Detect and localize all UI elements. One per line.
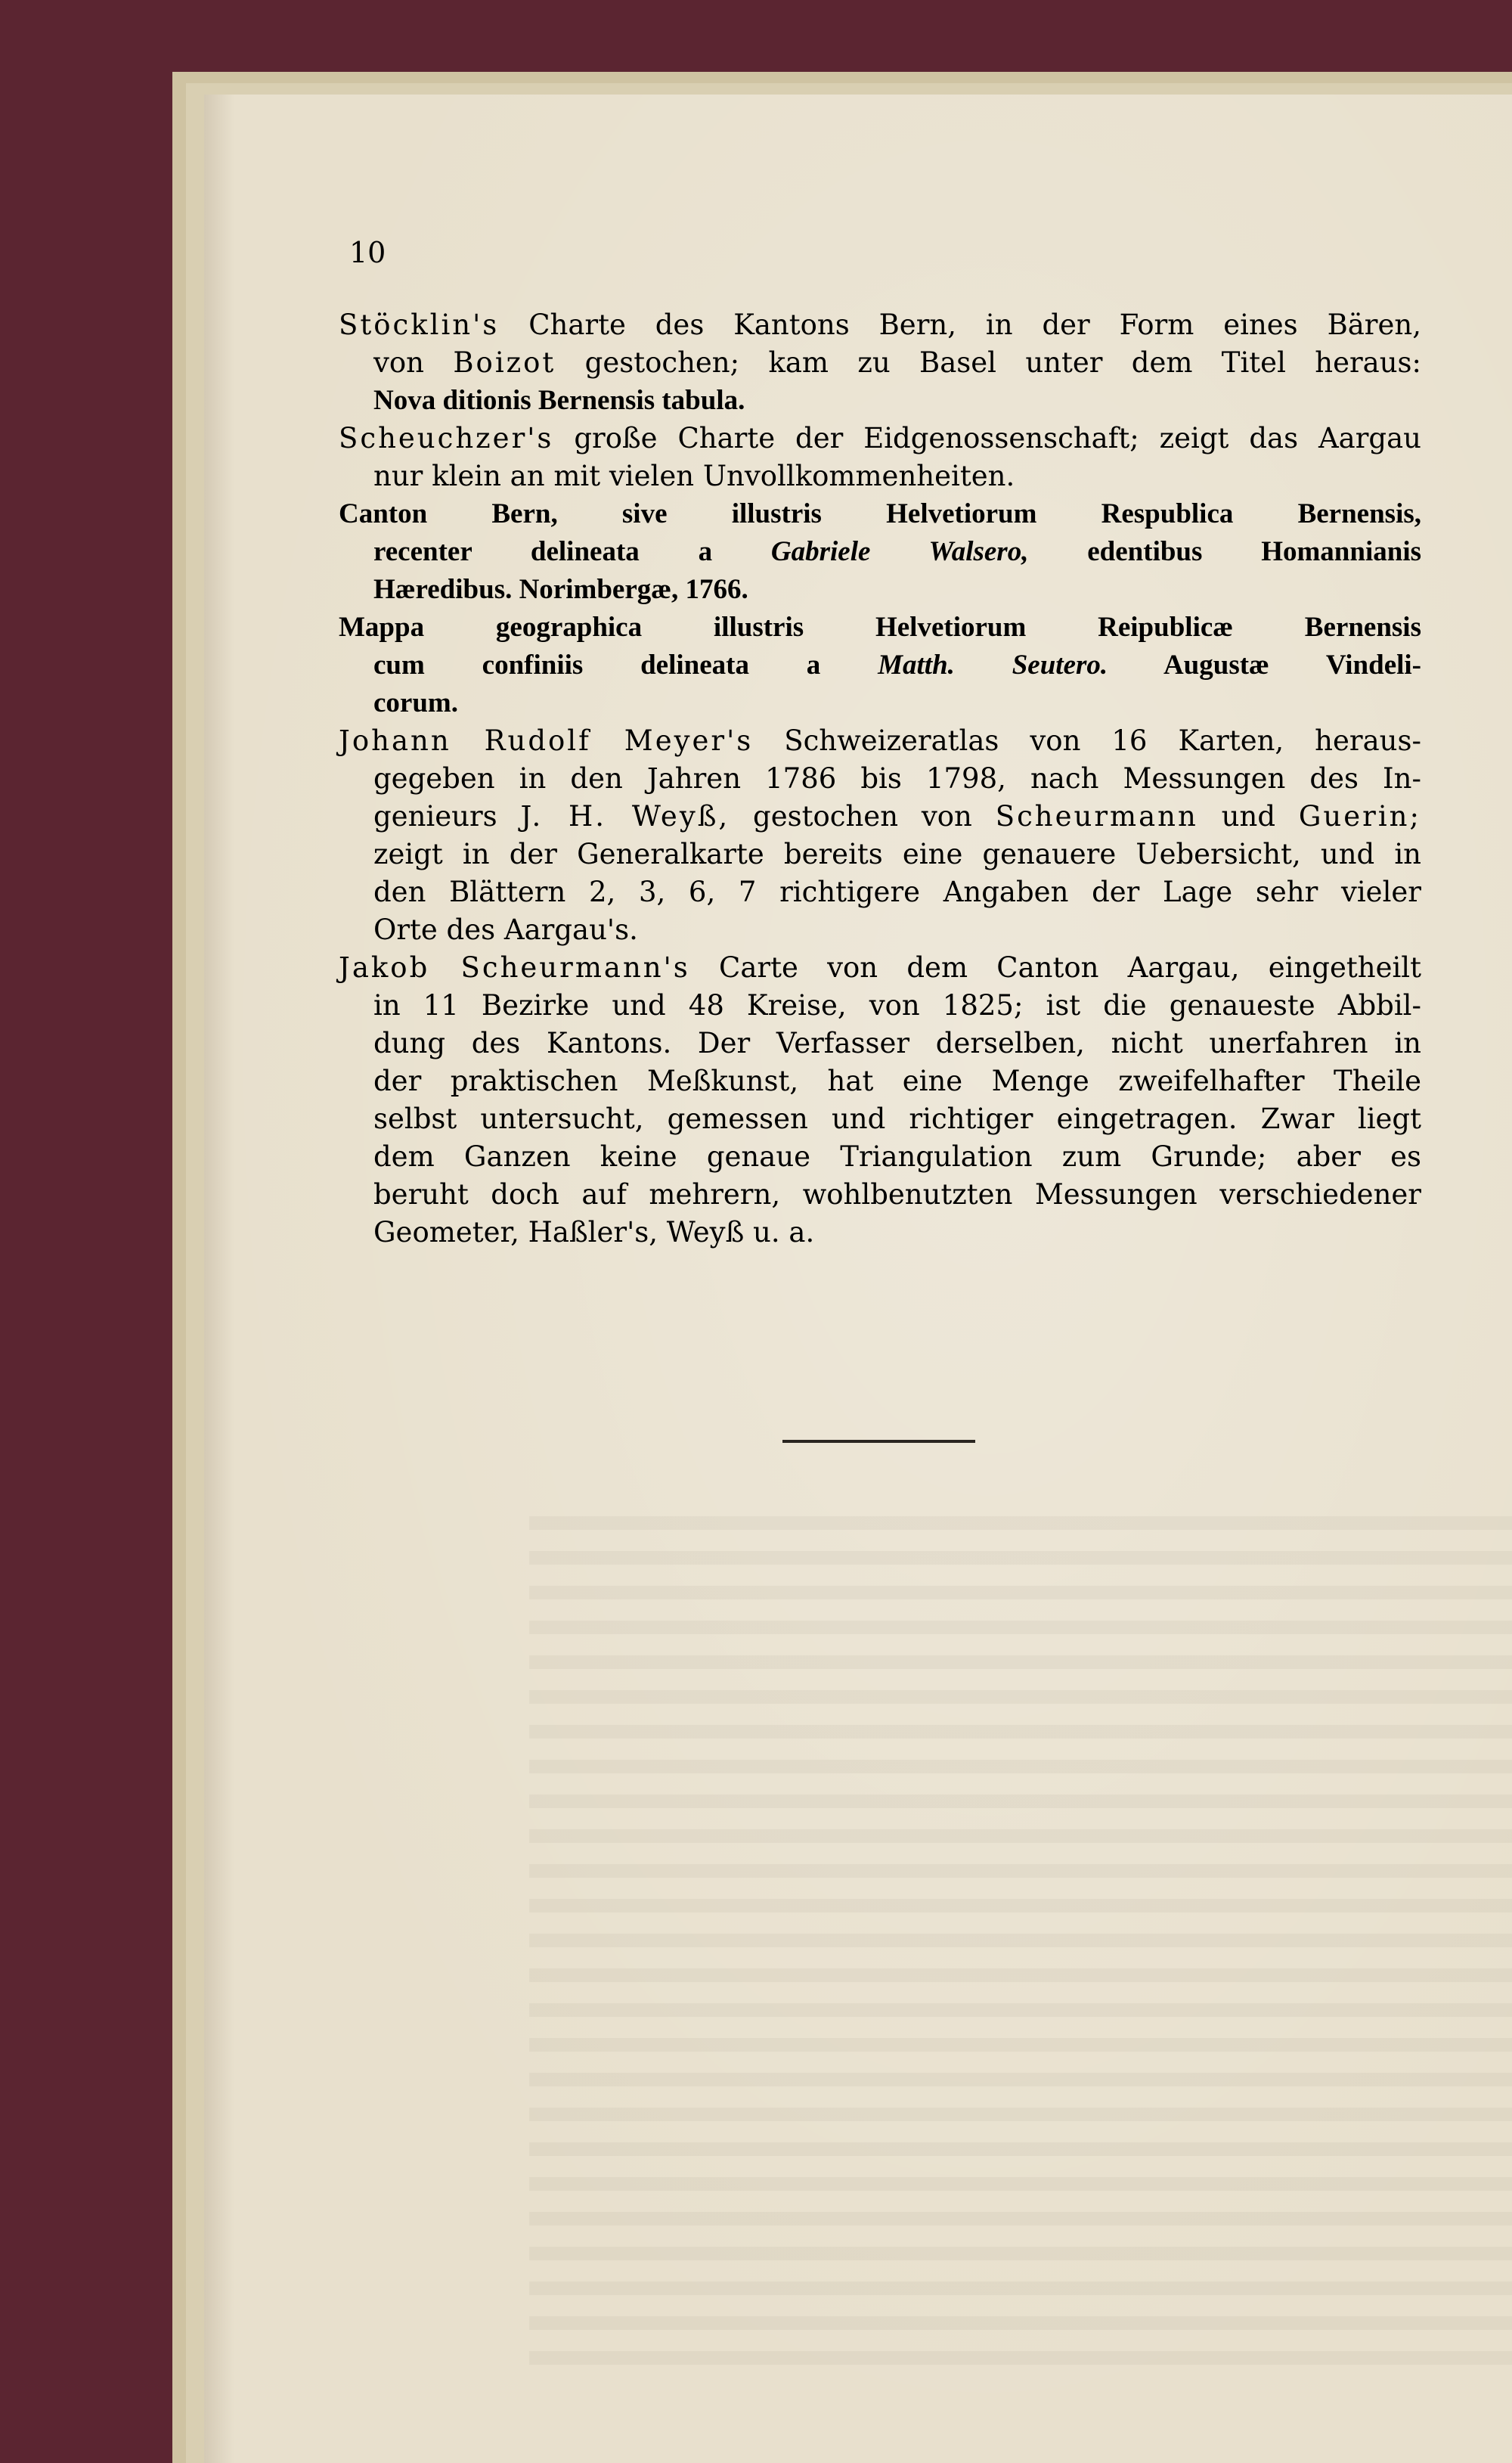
page-body xyxy=(339,306,1421,1252)
latin-title: Hæredibus. Norimbergæ, 1766. xyxy=(373,574,748,605)
text-line: Jakob Scheurmann's Carte von dem Canton Aargau, eingetheilt xyxy=(339,951,1421,984)
text-line: selbst untersucht, gemessen und richtiger eingetragen. Zwar liegt xyxy=(373,1103,1421,1135)
text-line: dem Ganzen keine genaue Triangulation zum Grunde; aber es xyxy=(373,1140,1421,1173)
latin-title: recenter delineata a Gabriele Walsero, edentibus Homannianis xyxy=(373,536,1421,567)
text-line: gegeben in den Jahren 1786 bis 1798, nach Messungen des In- xyxy=(373,762,1421,795)
text-line: Orte des Aargau's. xyxy=(373,914,638,946)
text-line: nur klein an mit vielen Unvollkommenheiten. xyxy=(373,460,1015,492)
text-line: beruht doch auf mehrern, wohlbenutzten Messungen verschiedener xyxy=(373,1178,1421,1211)
text-line: genieurs J. H. Weyß, gestochen von Scheurmann und Guerin; xyxy=(373,800,1421,833)
bibliography-entry xyxy=(339,306,1421,420)
bibliography-entry xyxy=(339,722,1421,949)
text-line: Geometer, Haßler's, Weyß u. a. xyxy=(373,1216,815,1249)
text-line: der praktischen Meßkunst, hat eine Menge zweifelhafter Theile xyxy=(373,1065,1421,1097)
text-line: Scheuchzer's große Charte der Eidgenossenschaft; zeigt das Aargau xyxy=(339,422,1421,454)
bibliography-entry xyxy=(339,949,1421,1252)
text-line: den Blättern 2, 3, 6, 7 richtigere Angaben der Lage sehr vieler xyxy=(373,876,1421,908)
section-divider xyxy=(782,1440,975,1443)
bibliography-entry xyxy=(339,420,1421,495)
latin-title: cum confiniis delineata a Matth. Seutero. Augustæ Vindeli- xyxy=(373,650,1422,681)
text-line: Stöcklin's Charte des Kantons Bern, in der Form eines Bären, xyxy=(339,309,1421,341)
text-line: in 11 Bezirke und 48 Kreise, von 1825; ist die genaueste Abbil- xyxy=(373,989,1421,1022)
text-line: Johann Rudolf Meyer's Schweizeratlas von 16 Karten, heraus- xyxy=(339,724,1421,757)
page-number: 10 xyxy=(349,236,386,269)
text-line: von Boizot gestochen; kam zu Basel unter dem Titel heraus: xyxy=(373,346,1421,379)
latin-title: Nova ditionis Bernensis tabula. xyxy=(373,385,745,416)
bibliography-entry xyxy=(339,495,1421,609)
show-through-text xyxy=(529,1516,1512,2386)
latin-title: corum. xyxy=(373,687,458,718)
latin-title: Canton Bern, sive illustris Helvetiorum Respublica Bernensis, xyxy=(339,498,1421,529)
text-line: zeigt in der Generalkarte bereits eine genauere Uebersicht, und in xyxy=(373,838,1421,870)
latin-title: Mappa geographica illustris Helvetiorum Reipublicæ Bernensis xyxy=(339,612,1421,643)
text-line: dung des Kantons. Der Verfasser derselben, nicht unerfahren in xyxy=(373,1027,1421,1059)
bibliography-entry xyxy=(339,609,1421,722)
